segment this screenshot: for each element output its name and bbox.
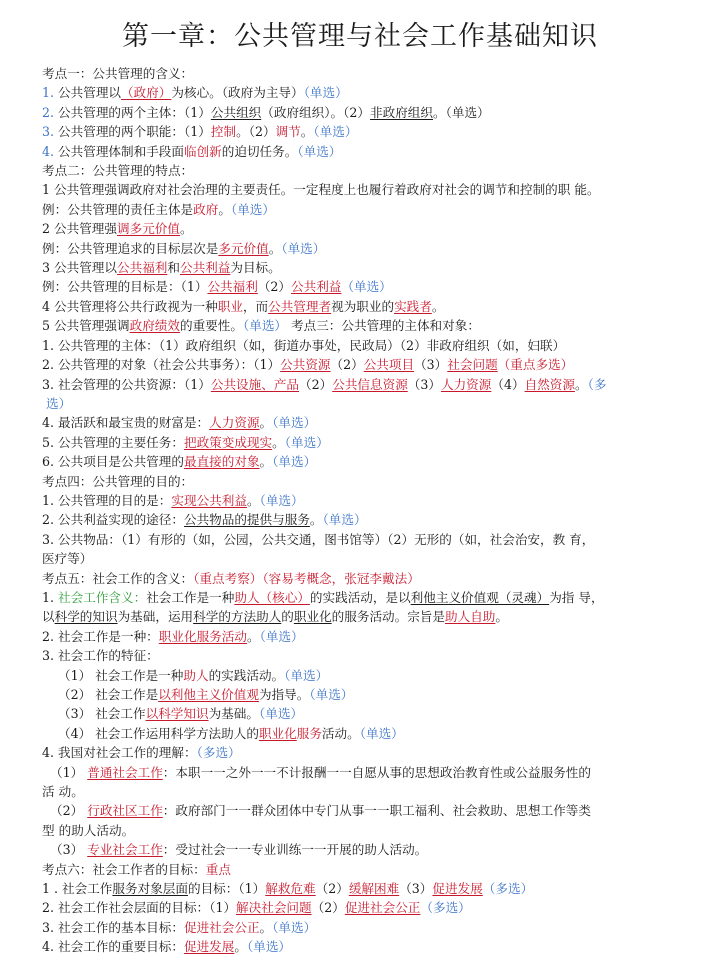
text-segment: 的目标：（1）	[187, 881, 266, 897]
text-segment: 公共管理以	[54, 85, 122, 101]
text-segment: 政府绩效	[129, 318, 180, 334]
text-line	[42, 743, 698, 762]
text-segment: 的重要性。	[179, 318, 243, 334]
text-segment: 科学的知识	[54, 609, 118, 625]
text-segment: （单选）	[309, 687, 354, 702]
text-segment: （4） 社会工作运用科学方法助人的	[58, 725, 259, 741]
text-segment: （单选）	[281, 240, 326, 256]
text-segment: （容易考概念，张冠李戴法）	[262, 570, 420, 586]
text-segment: （单选）	[246, 939, 292, 955]
text-segment: （单选）	[322, 512, 367, 528]
text-segment: （单选）	[272, 919, 317, 935]
text-segment: 的服务活动。宗旨是	[331, 609, 445, 625]
text-segment: 1. 公共管理的主体：（1）政府组织（如，街道办事处，民政局）（2）非政府组织（如，妇联）	[42, 337, 566, 353]
text-line	[42, 646, 698, 665]
text-segment: 3.	[42, 124, 55, 140]
text-segment: 公共管理的两个职能：（1）	[54, 124, 211, 140]
text-segment: （单选）	[259, 492, 304, 508]
text-line	[42, 918, 698, 937]
text-segment: （单选）	[258, 706, 304, 722]
text-segment: 为基础。	[208, 706, 259, 722]
text-line	[42, 840, 698, 859]
text-segment: 公共资源	[280, 357, 331, 373]
text-segment: （2）	[257, 279, 292, 295]
text-segment: 促进社会公正	[183, 919, 260, 935]
text-line	[42, 336, 698, 355]
text-segment: 1. 公共管理的目的是：	[42, 492, 172, 508]
text-segment: ，而	[242, 298, 269, 314]
text-segment: 助人自助	[445, 609, 496, 625]
text-segment: 的迫切任务。	[221, 143, 298, 159]
text-segment: 的实践活动，是以	[309, 589, 411, 605]
text-segment: 人力资源	[440, 376, 492, 392]
text-segment: ：本职一一之外一一不计报酬一一自愿从事的思想政治教育性或公益服务性的	[162, 764, 591, 780]
text-line	[42, 413, 698, 432]
text-segment: 为核心。（政府为主导）	[171, 85, 304, 101]
text-line	[42, 161, 698, 180]
text-segment: （3）	[50, 842, 88, 858]
text-segment: 自然资源	[524, 376, 575, 392]
document-body	[0, 58, 720, 957]
text-segment: 重点	[205, 861, 231, 877]
text-line	[42, 297, 698, 316]
text-line	[42, 879, 698, 898]
text-segment: 。	[574, 376, 588, 392]
text-segment: 社会工作含义：	[58, 589, 147, 605]
text-segment: 。	[300, 124, 314, 140]
text-segment: 2. 社会工作社会层面的目标：（1）	[42, 900, 237, 916]
text-segment: （2）	[315, 881, 349, 897]
text-segment: 视为职业的	[331, 298, 395, 314]
text-segment: 实践者	[394, 298, 432, 314]
text-segment: 助人	[183, 667, 209, 683]
text-segment: 。	[259, 919, 273, 935]
text-segment: （2）	[311, 900, 345, 916]
text-segment: 2. 社会工作是一种：	[42, 628, 159, 644]
text-segment: 控制	[210, 124, 237, 140]
text-segment: 2.	[42, 104, 55, 120]
text-line	[42, 491, 698, 510]
text-segment: 临创新	[183, 143, 222, 159]
text-segment: ：受过社会一一专业训练一一开展的助人活动。	[162, 842, 428, 858]
text-segment: （2）	[299, 376, 333, 392]
text-segment: 活 动。	[42, 784, 84, 800]
text-segment: 4.	[42, 143, 55, 159]
text-line	[42, 452, 698, 471]
text-segment: 。	[234, 939, 247, 955]
text-segment: 的	[281, 609, 294, 625]
text-segment: 4. 最活跃和最宝贵的财富是：	[42, 415, 210, 431]
text-segment: 把政策变成现实	[183, 434, 273, 450]
text-segment: 最直接的对象	[183, 454, 260, 470]
text-segment: 为目标。	[230, 260, 281, 276]
text-segment: 调多元价值	[117, 221, 180, 237]
text-line	[42, 569, 698, 588]
text-segment: 。	[431, 298, 445, 314]
text-segment: 实现公共利益	[171, 492, 247, 508]
text-line	[42, 549, 698, 568]
text-segment: （单选）	[272, 415, 317, 431]
text-line	[42, 433, 698, 452]
text-segment: 。	[246, 628, 260, 644]
text-segment: 科学的方法助人	[193, 609, 282, 625]
text-segment: 公共利益	[291, 279, 342, 295]
text-segment: 公共设施、产品	[210, 376, 300, 392]
text-line	[42, 898, 698, 917]
text-segment: （1） 社会工作是一种	[58, 667, 184, 683]
text-segment: （单选）	[359, 725, 404, 741]
text-segment: 公共福利	[207, 279, 258, 295]
text-segment: 公共利益	[179, 260, 231, 276]
text-segment: （2）	[330, 357, 364, 373]
text-segment: ：政府部门一一群众团体中专门从事一一职工福利、社会救助、思想工作等类	[162, 803, 591, 819]
text-segment: 职业化	[293, 609, 332, 625]
text-segment: （多选）	[420, 900, 471, 916]
text-segment: 职业	[217, 298, 243, 314]
text-segment: （单选）	[313, 124, 358, 140]
text-segment: 5. 公共管理的主要任务：	[42, 434, 184, 450]
text-line	[42, 937, 698, 956]
text-segment: 的实践活动。	[208, 667, 285, 683]
text-segment: 。	[309, 512, 323, 528]
text-segment: （单选）	[284, 667, 329, 683]
text-segment: 公共管理者	[268, 298, 332, 314]
text-line	[42, 219, 698, 238]
text-segment: 考点六：社会工作者的目标：	[42, 861, 206, 877]
text-segment: 服务对象层面	[112, 881, 188, 897]
text-segment: 考点一：公共管理的含义：	[42, 66, 194, 81]
text-line	[42, 530, 698, 549]
text-segment: 解决社会问题	[236, 900, 312, 916]
text-segment: （单选）	[259, 628, 304, 644]
text-segment: 公共项目	[363, 357, 415, 373]
text-segment: 公共管理的两个主体：（1）	[54, 104, 211, 120]
text-segment: 6. 公共项目是公共管理的	[42, 454, 184, 470]
text-line	[42, 607, 698, 626]
text-segment: （单选）	[303, 85, 348, 101]
text-segment: 1 公共管理强调政府对社会治理的主要责任。一定程度上也履行着政府对社会的调节和控制的职 能。	[42, 182, 600, 198]
text-segment: （多选）	[482, 881, 534, 897]
text-segment: 1.	[42, 589, 59, 605]
text-segment: 2 公共管理强	[42, 221, 117, 237]
text-segment: 专业社会工作	[87, 842, 163, 858]
text-segment: 例：公共管理的责任主体是	[42, 201, 194, 217]
text-segment: 公共物品的提供与服务	[183, 512, 310, 528]
text-segment: 例：公共管理的目标是：（1）	[42, 279, 208, 295]
text-segment: 社会问题	[447, 357, 498, 373]
text-line	[42, 472, 698, 491]
text-segment: 解救危难	[265, 881, 316, 897]
text-segment: 为基础，运用	[117, 609, 194, 625]
text-segment: （单选）	[272, 454, 317, 470]
text-segment: （1）	[50, 764, 88, 780]
text-line	[42, 316, 698, 335]
text-segment: 。（单选）	[432, 104, 490, 120]
text-segment: （3）	[399, 881, 433, 897]
text-line	[42, 142, 698, 161]
text-line	[42, 704, 698, 723]
text-line	[42, 724, 698, 743]
text-segment: 活动。	[321, 725, 360, 741]
text-segment: 多元价值	[218, 240, 269, 256]
text-line	[42, 394, 698, 413]
text-line	[42, 588, 698, 607]
text-line	[42, 277, 698, 296]
text-segment: （政府组织）。（2）	[261, 104, 371, 120]
text-segment: 服务	[296, 725, 322, 741]
text-segment: 选）	[46, 395, 72, 411]
text-segment: 公共组织	[210, 104, 262, 120]
text-segment: 促进社会公正	[344, 900, 421, 916]
text-segment: 考点三：公共管理的主体和对象：	[287, 318, 480, 334]
text-line	[42, 103, 698, 122]
text-segment: 3. 社会工作的基本目标：	[42, 919, 184, 935]
text-segment: 4. 我国对社会工作的理解：	[42, 745, 197, 761]
text-line	[42, 860, 698, 879]
text-segment: （3）	[407, 376, 441, 392]
text-segment: 考点二：公共管理的特点：	[42, 163, 194, 179]
text-segment: （单选）	[230, 201, 275, 217]
text-segment: （4）	[491, 376, 525, 392]
text-segment: 和	[167, 260, 180, 276]
text-segment: 。	[246, 492, 260, 508]
text-segment: 3 公共管理以	[42, 260, 117, 276]
text-line	[42, 510, 698, 529]
text-segment: 以科学知识	[145, 706, 209, 722]
text-segment: （重点考察）	[193, 570, 263, 586]
text-segment: 社会工作是一种	[146, 589, 235, 605]
text-segment: 行政社区工作	[87, 803, 163, 819]
text-segment: 4 公共管理将公共行政视为一种	[42, 298, 218, 314]
text-segment: 3. 社会工作的特征：	[42, 648, 159, 664]
text-segment: 职业化	[258, 725, 297, 741]
text-segment: 医疗等）	[42, 551, 93, 567]
text-segment: （2） 社会工作是	[58, 687, 159, 702]
text-segment: 。	[218, 201, 231, 217]
text-segment: 3. 公共物品：（1）有形的（如，公园，公共交通，图书馆等）（2）无形的（如，社会治安，教 育，	[42, 531, 595, 547]
text-line	[42, 685, 698, 704]
text-line	[42, 200, 698, 219]
text-segment: 职业化服务活动	[158, 628, 247, 644]
text-line	[42, 666, 698, 685]
text-segment: 1.	[42, 85, 55, 101]
text-segment: 1 . 社会工作	[42, 881, 113, 897]
text-segment: 助人（核心）	[234, 589, 310, 605]
text-line	[42, 355, 698, 374]
text-segment: 普通社会工作	[87, 764, 163, 780]
text-line	[42, 258, 698, 277]
text-line	[42, 83, 698, 102]
text-segment: 考点四：公共管理的目的：	[42, 473, 194, 489]
text-segment: （3） 社会工作	[58, 706, 146, 722]
text-segment: 2. 公共管理的对象（社会公共事务）：（1）	[42, 357, 281, 373]
text-segment: 非政府组织	[370, 104, 433, 120]
text-line	[42, 180, 698, 199]
text-line	[42, 239, 698, 258]
text-segment: 3. 社会管理的公共资源：（1）	[42, 376, 211, 392]
text-segment: （2）	[50, 803, 88, 819]
text-line	[42, 627, 698, 646]
text-segment: 为指 导，	[549, 589, 604, 605]
text-segment: （单选）	[284, 434, 329, 450]
text-segment: 4. 社会工作的重要目标：	[42, 939, 184, 955]
text-line	[42, 801, 698, 820]
text-segment: 。	[179, 221, 193, 237]
text-segment: 政府	[193, 201, 219, 217]
text-segment: 。	[268, 240, 282, 256]
text-segment: （政府）	[121, 85, 172, 101]
text-segment: 例：公共管理追求的目标层次是	[42, 240, 219, 256]
text-segment: 利他主义价值观（灵魂）	[410, 589, 550, 605]
text-segment: 为指导。	[258, 687, 310, 702]
text-line	[42, 122, 698, 141]
text-segment: 以利他主义价值观	[158, 687, 259, 702]
text-segment: （多	[587, 376, 607, 392]
text-line	[42, 64, 698, 83]
text-segment: （单选）	[297, 143, 342, 159]
text-segment: 2. 公共利益实现的途径：	[42, 512, 184, 528]
text-segment: 以	[42, 609, 55, 625]
text-segment: 缓解困难	[348, 881, 400, 897]
text-segment: 促进发展	[432, 881, 483, 897]
text-segment: （单选）	[341, 279, 392, 295]
text-segment: 公共信息资源	[332, 376, 408, 392]
text-segment: 人力资源	[209, 415, 260, 431]
text-segment: 型 的助人活动。	[42, 822, 135, 838]
text-segment: 5 公共管理强调	[42, 318, 130, 334]
text-segment: 。	[495, 609, 508, 625]
text-segment: （3）	[414, 357, 448, 373]
text-segment: 。	[259, 415, 273, 431]
text-segment: 。（2）	[236, 124, 276, 140]
text-segment: 调节	[275, 124, 301, 140]
text-segment: 公共管理体制和手段面	[54, 143, 184, 159]
text-segment: 公共福利	[117, 260, 168, 276]
text-segment: （多选）	[196, 745, 241, 761]
text-segment: 考点五：社会工作的含义：	[42, 570, 194, 586]
text-segment: 促进发展	[183, 939, 235, 955]
text-segment: 。	[259, 454, 273, 470]
text-segment: （单选）	[242, 318, 288, 334]
text-segment: 。	[272, 434, 285, 450]
page-title: 第一章：公共管理与社会工作基础知识	[122, 21, 598, 52]
text-line	[42, 763, 698, 782]
text-line	[42, 375, 698, 394]
text-segment: （重点多选）	[497, 357, 574, 373]
text-line	[42, 782, 698, 801]
text-line	[42, 821, 698, 840]
